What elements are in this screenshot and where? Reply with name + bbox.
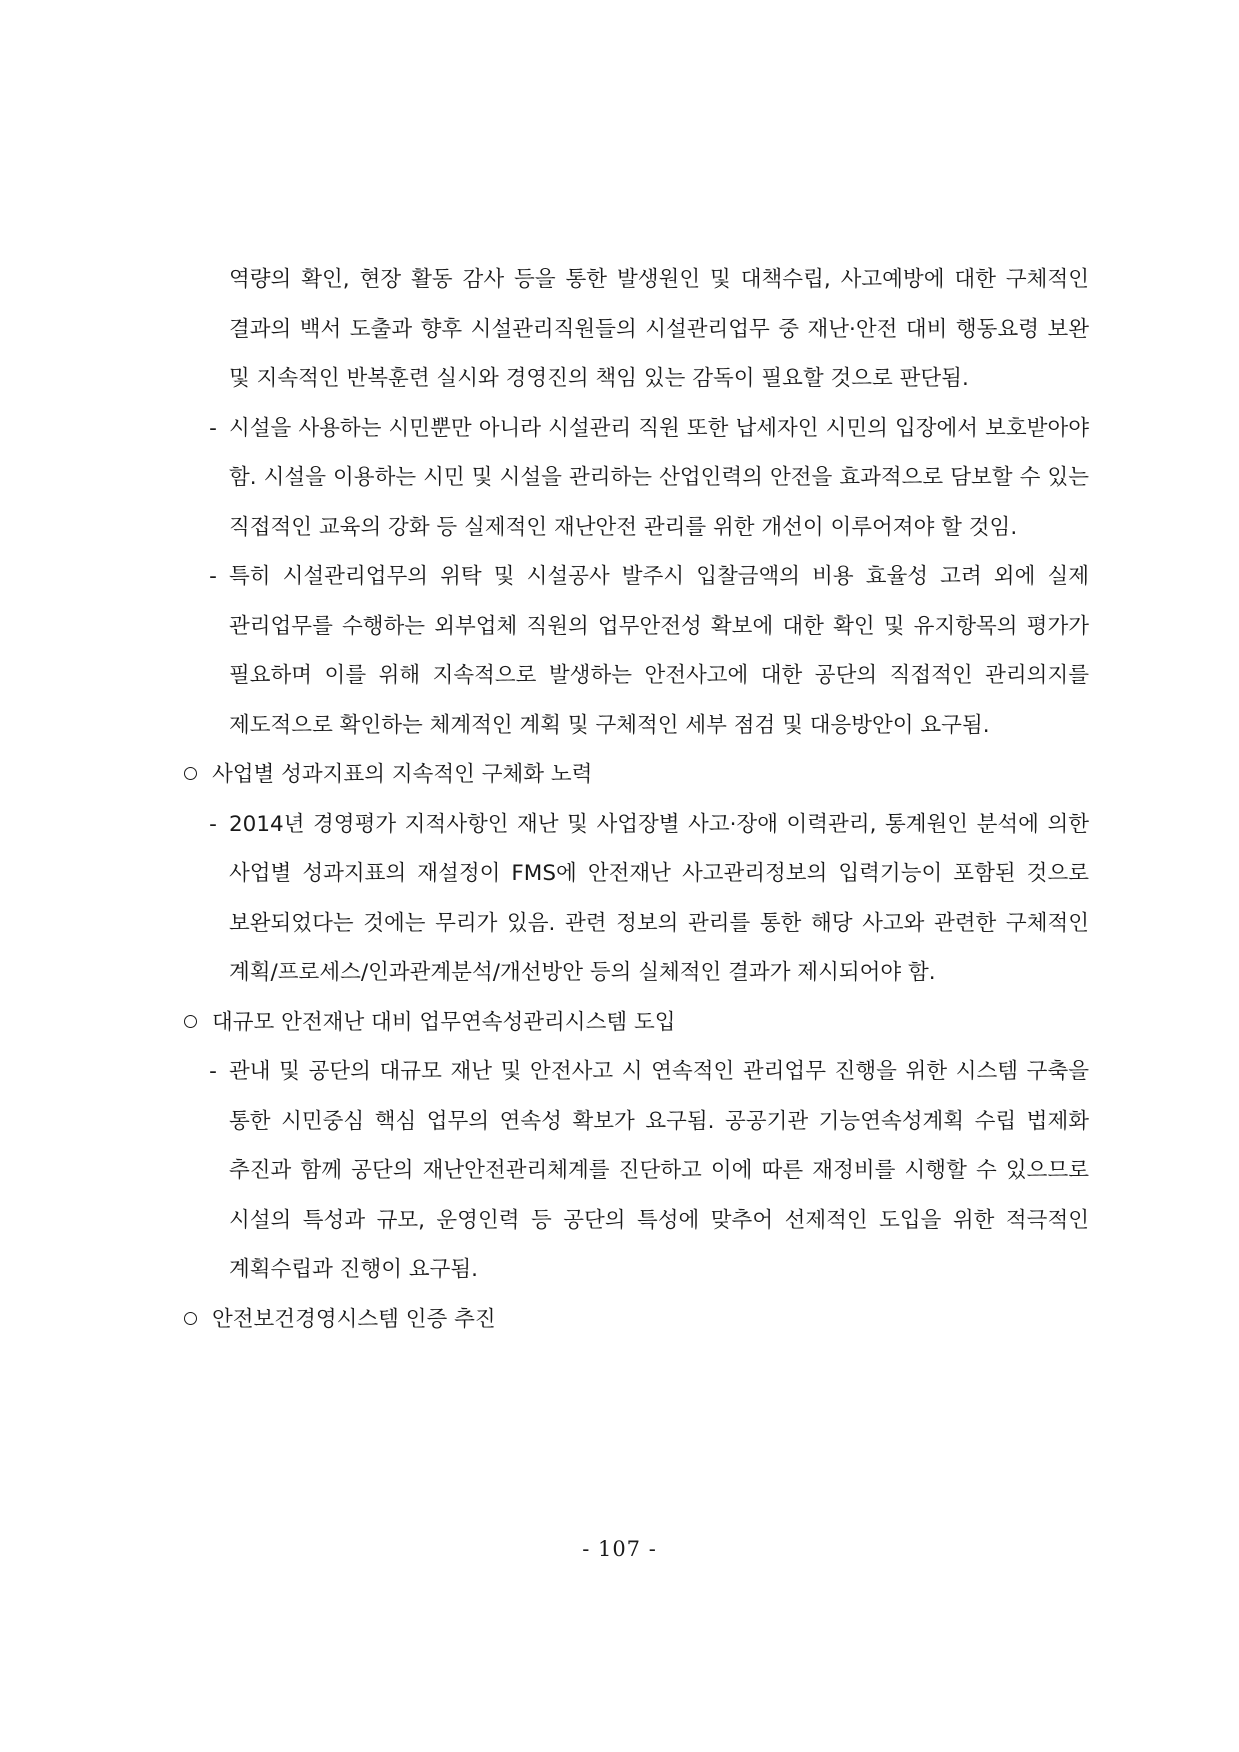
section-heading [184, 750, 1089, 800]
section-heading [184, 1295, 1089, 1345]
dash-marker: - [209, 1059, 217, 1084]
section-heading-text: 사업별 성과지표의 지속적인 구체화 노력 [212, 762, 593, 787]
circle-bullet-icon [184, 767, 197, 780]
dash-bullet-item [184, 552, 1089, 750]
bullet-text: 시설을 사용하는 시민뿐만 아니라 시설관리 직원 또한 납세자인 시민의 입장에서 보호받아야 함. 시설을 이용하는 시민 및 시설을 관리하는 산업인력의 안전을 효과적으로 담보할 수 있는 직접적인 교육의 강화 등 실제적인 재난안전 관리를 위한 개선이 이루어져야 할 것임. [229, 415, 1089, 540]
page-number: - 107 - [582, 1537, 657, 1561]
bullet-text: 관내 및 공단의 대규모 재난 및 안전사고 시 연속적인 관리업무 진행을 위한 시스템 구축을 통한 시민중심 핵심 업무의 연속성 확보가 요구됨. 공공기관 기능연속성계획 수립 법제화 추진과 함께 공단의 재난안전관리체계를 진단하고 이에 따른 재정비를 시행할 수 있으므로 시설의 특성과 규모, 운영인력 등 공단의 특성에 맞추어 선제적인 도입을 위한 적극적인 계획수립과 진행이 요구됨. [229, 1059, 1089, 1282]
section-heading-text: 안전보건경영시스템 인증 추진 [212, 1306, 496, 1332]
page-body [184, 255, 1089, 1344]
paragraph-text: 역량의 확인, 현장 활동 감사 등을 통한 발생원인 및 대책수립, 사고예방에 대한 구체적인 결과의 백서 도출과 향후 시설관리직원들의 시설관리업무 중 재난·안전 대비 행동요령 보완 및 지속적인 반복훈련 실시와 경영진의 책임 있는 감독이 필요할 것으로 판단됨. [229, 267, 1089, 391]
section-heading-text: 대규모 안전재난 대비 업무연속성관리시스템 도입 [212, 1009, 676, 1035]
continuation-paragraph [229, 255, 1089, 404]
dash-bullet-item [184, 1047, 1089, 1295]
bullet-text: 2014년 경영평가 지적사항인 재난 및 사업장별 사고·장애 이력관리, 통계원인 분석에 의한 사업별 성과지표의 재설정이 FMS에 안전재난 사고관리정보의 입력기능이 포함된 것으로 보완되었다는 것에는 무리가 있음. 관련 정보의 관리를 통한 해당 사고와 관련한 구체적인 계획/프로세스/인과관계분석/개선방안 등의 실체적인 결과가 제시되어야 함. [229, 811, 1089, 985]
dash-marker: - [209, 564, 217, 589]
dash-bullet-item [184, 404, 1089, 553]
section-heading [184, 998, 1089, 1048]
circle-bullet-icon [184, 1312, 197, 1325]
circle-bullet-icon [184, 1015, 197, 1028]
dash-marker: - [209, 415, 217, 441]
bullet-text: 특히 시설관리업무의 위탁 및 시설공사 발주시 입찰금액의 비용 효율성 고려 외에 실제 관리업무를 수행하는 외부업체 직원의 업무안전성 확보에 대한 확인 및 유지항목의 평가가 필요하며 이를 위해 지속적으로 발생하는 안전사고에 대한 공단의 직접적인 관리의지를 제도적으로 확인하는 체계적인 계획 및 구체적인 세부 점검 및 대응방안이 요구됨. [229, 564, 1089, 738]
dash-marker: - [209, 811, 217, 837]
dash-bullet-item [184, 800, 1089, 998]
